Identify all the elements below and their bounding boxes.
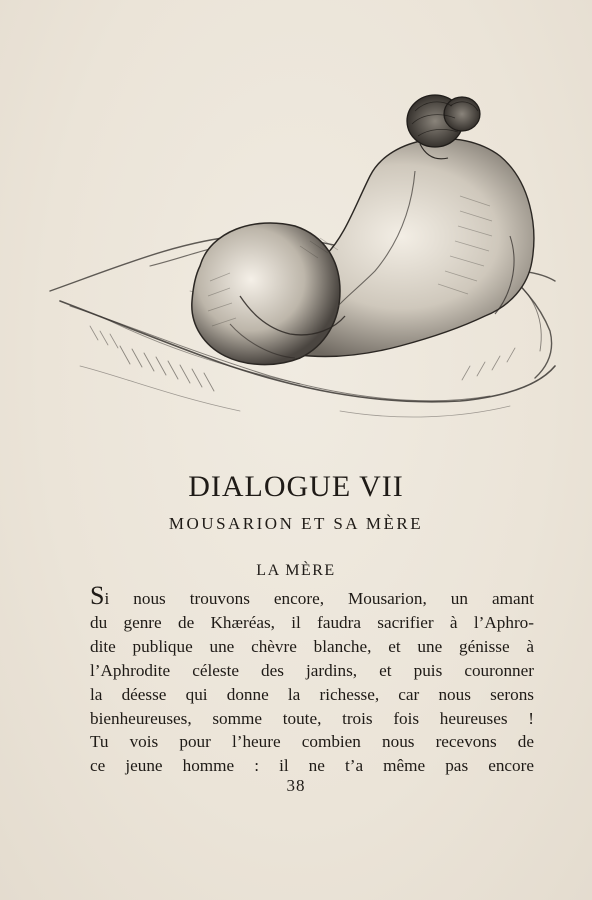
dialogue-subtitle: MOUSARION ET SA MÈRE (168, 514, 424, 533)
chapter-title: DIALOGUE VII (188, 470, 404, 503)
drop-cap: S (90, 581, 105, 610)
reclining-figure-illustration (40, 66, 560, 426)
speaker-name: LA MÈRE (256, 562, 336, 579)
body-line-4: l’Aphrodite céleste des jardins, et puis couronner (90, 660, 534, 680)
figure-body (192, 139, 534, 365)
body-line-6: bienheureuses, somme toute, trois fois heureuses ! (90, 708, 534, 728)
body-line-3: dite publique une chèvre blanche, et une génisse à (90, 636, 534, 656)
body-line-1 (90, 581, 534, 611)
body-line-2: du genre de Khæréas, il faudra sacrifier à l’Aphro- (90, 612, 534, 632)
body-line-1-text: i nous trouvons encore, Mousarion, un amant (104, 589, 534, 608)
lithograph-drawing (40, 66, 560, 426)
body-paragraph (90, 581, 534, 778)
body-line-5: la déesse qui donne la richesse, car nous serons (90, 684, 534, 704)
body-line-8: ce jeune homme : il ne t’a même pas encore (90, 756, 534, 776)
body-line-7: Tu vois pour l’heure combien nous recevons de (90, 732, 534, 752)
page-number: 38 (286, 776, 306, 795)
